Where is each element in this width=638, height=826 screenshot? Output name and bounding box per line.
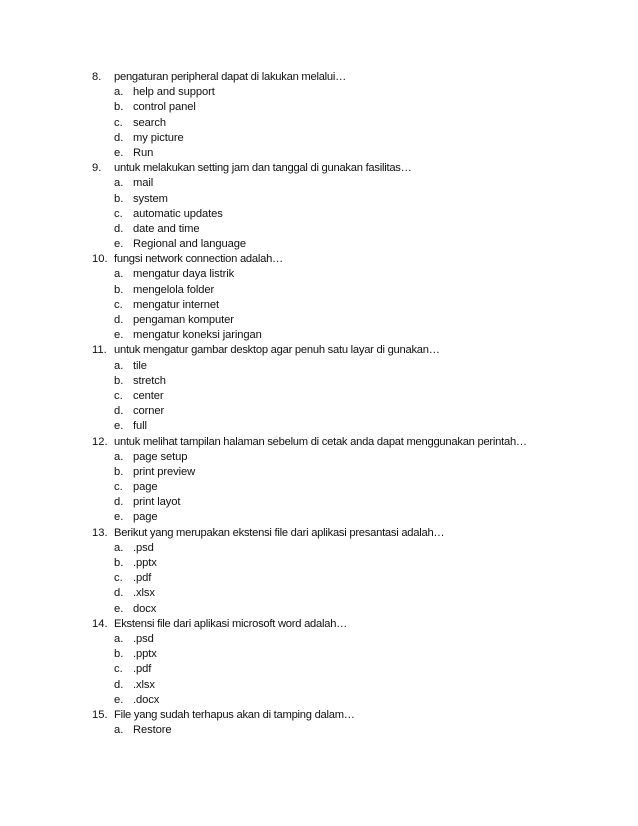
option-text: mengatur daya listrik xyxy=(133,268,235,281)
option-key: e. xyxy=(114,693,124,706)
option-a xyxy=(92,176,612,191)
option-text: corner xyxy=(133,405,165,418)
option-c xyxy=(92,207,612,222)
option-text: print preview xyxy=(133,465,196,478)
question-stem xyxy=(92,252,612,267)
option-d xyxy=(92,131,612,146)
option-text: .psd xyxy=(133,632,154,645)
option-text: Run xyxy=(133,146,154,159)
option-text: tile xyxy=(133,359,147,372)
option-key: c. xyxy=(114,481,123,494)
option-e xyxy=(92,602,612,617)
question-text: pengaturan peripheral dapat di lakukan melalui… xyxy=(114,71,347,83)
option-b xyxy=(92,374,612,389)
question-stem xyxy=(92,70,612,85)
option-key: a. xyxy=(114,632,124,645)
question-number: 12. xyxy=(92,435,108,448)
option-text: my picture xyxy=(133,131,184,144)
question-14 xyxy=(92,617,612,708)
option-a xyxy=(92,85,612,100)
option-text: mengatur koneksi jaringan xyxy=(133,329,262,342)
question-stem xyxy=(92,526,612,541)
option-key: e. xyxy=(114,238,124,251)
option-text: Regional and language xyxy=(133,238,246,251)
option-d xyxy=(92,222,612,237)
question-stem xyxy=(92,708,612,723)
option-key: c. xyxy=(114,298,123,311)
question-number: 8. xyxy=(92,71,102,83)
option-b xyxy=(92,100,612,115)
option-e xyxy=(92,693,612,708)
question-stem xyxy=(92,435,612,450)
option-text: mengatur internet xyxy=(133,298,219,311)
question-number: 15. xyxy=(92,708,108,721)
option-text: .docx xyxy=(133,693,160,706)
option-d xyxy=(92,495,612,510)
option-text: docx xyxy=(133,602,157,615)
option-key: a. xyxy=(114,177,124,190)
option-key: c. xyxy=(114,663,123,676)
option-key: d. xyxy=(114,222,124,235)
option-key: c. xyxy=(114,207,123,220)
option-key: a. xyxy=(114,724,124,737)
option-text: .xlsx xyxy=(133,587,155,600)
question-15 xyxy=(92,708,612,738)
option-e xyxy=(92,237,612,252)
question-text: untuk mengatur gambar desktop agar penuh satu layar di gunakan… xyxy=(114,344,440,357)
option-b xyxy=(92,192,612,207)
question-number: 9. xyxy=(92,162,102,175)
option-key: b. xyxy=(114,283,124,296)
option-e xyxy=(92,510,612,525)
question-13 xyxy=(92,526,612,617)
option-text: page setup xyxy=(133,450,188,463)
option-text: .pdf xyxy=(133,663,152,676)
question-text: untuk melakukan setting jam dan tanggal di gunakan fasilitas… xyxy=(114,162,412,175)
option-key: c. xyxy=(114,572,123,585)
option-key: b. xyxy=(114,465,124,478)
option-key: b. xyxy=(114,648,124,661)
option-d xyxy=(92,678,612,693)
option-text: .pptx xyxy=(133,557,157,569)
question-stem xyxy=(92,343,612,358)
option-c xyxy=(92,480,612,495)
option-text: center xyxy=(133,389,164,402)
option-key: d. xyxy=(114,131,124,144)
option-a xyxy=(92,450,612,465)
question-9 xyxy=(92,161,612,252)
option-text: page xyxy=(133,481,158,494)
option-text: .xlsx xyxy=(133,678,155,691)
option-key: d. xyxy=(114,587,124,600)
option-text: system xyxy=(133,192,168,205)
option-c xyxy=(92,571,612,586)
option-text: Restore xyxy=(133,724,172,737)
option-d xyxy=(92,404,612,419)
option-d xyxy=(92,313,612,328)
option-a xyxy=(92,541,612,556)
question-number: 11. xyxy=(92,344,107,357)
option-text: full xyxy=(133,420,147,433)
option-b xyxy=(92,556,612,571)
question-list xyxy=(92,70,612,738)
option-key: b. xyxy=(114,557,124,569)
option-text: help and support xyxy=(133,86,215,99)
option-key: a. xyxy=(114,450,124,463)
option-text: mail xyxy=(133,177,154,190)
option-text: stretch xyxy=(133,374,166,387)
question-text: untuk melihat tampilan halaman sebelum di cetak anda dapat menggunakan perintah… xyxy=(114,435,527,448)
option-c xyxy=(92,662,612,677)
question-text: File yang sudah terhapus akan di tamping dalam… xyxy=(114,708,355,721)
option-a xyxy=(92,359,612,374)
question-8 xyxy=(92,70,612,161)
option-a xyxy=(92,632,612,647)
question-text: fungsi network connection adalah… xyxy=(114,253,283,266)
option-key: e. xyxy=(114,602,124,615)
option-key: d. xyxy=(114,405,124,418)
option-text: mengelola folder xyxy=(133,283,215,296)
option-e xyxy=(92,328,612,343)
option-key: e. xyxy=(114,511,124,524)
option-key: e. xyxy=(114,420,124,433)
option-key: d. xyxy=(114,314,124,326)
option-b xyxy=(92,647,612,662)
option-key: b. xyxy=(114,374,124,387)
option-e xyxy=(92,146,612,161)
option-c xyxy=(92,389,612,404)
option-key: b. xyxy=(114,192,124,205)
question-12 xyxy=(92,435,612,526)
option-key: c. xyxy=(114,116,123,129)
option-text: print layot xyxy=(133,496,181,509)
option-e xyxy=(92,419,612,434)
option-key: d. xyxy=(114,496,124,509)
option-key: a. xyxy=(114,359,124,372)
option-b xyxy=(92,283,612,298)
question-number: 14. xyxy=(92,617,108,630)
option-text: control panel xyxy=(133,101,196,114)
option-key: c. xyxy=(114,389,123,402)
option-text: .pptx xyxy=(133,648,157,661)
option-text: date and time xyxy=(133,222,200,235)
option-key: b. xyxy=(114,101,124,114)
option-key: a. xyxy=(114,268,124,281)
option-a xyxy=(92,267,612,282)
question-10 xyxy=(92,252,612,343)
question-number: 13. xyxy=(92,526,108,539)
question-number: 10. xyxy=(92,253,108,266)
option-text: search xyxy=(133,116,166,129)
option-text: .psd xyxy=(133,541,154,554)
option-c xyxy=(92,116,612,131)
question-text: Ekstensi file dari aplikasi microsoft word adalah… xyxy=(114,617,348,630)
option-text: automatic updates xyxy=(133,207,223,220)
question-text: Berikut yang merupakan ekstensi file dari aplikasi presantasi adalah… xyxy=(114,526,445,539)
option-c xyxy=(92,298,612,313)
question-11 xyxy=(92,343,612,434)
option-d xyxy=(92,586,612,601)
question-stem xyxy=(92,161,612,176)
option-text: pengaman komputer xyxy=(133,314,234,326)
question-stem xyxy=(92,617,612,632)
option-key: a. xyxy=(114,541,124,554)
option-b xyxy=(92,465,612,480)
option-key: d. xyxy=(114,678,124,691)
option-key: e. xyxy=(114,146,124,159)
option-a xyxy=(92,723,612,738)
option-text: page xyxy=(133,511,158,524)
option-key: a. xyxy=(114,86,124,99)
option-text: .pdf xyxy=(133,572,152,585)
option-key: e. xyxy=(114,329,124,342)
